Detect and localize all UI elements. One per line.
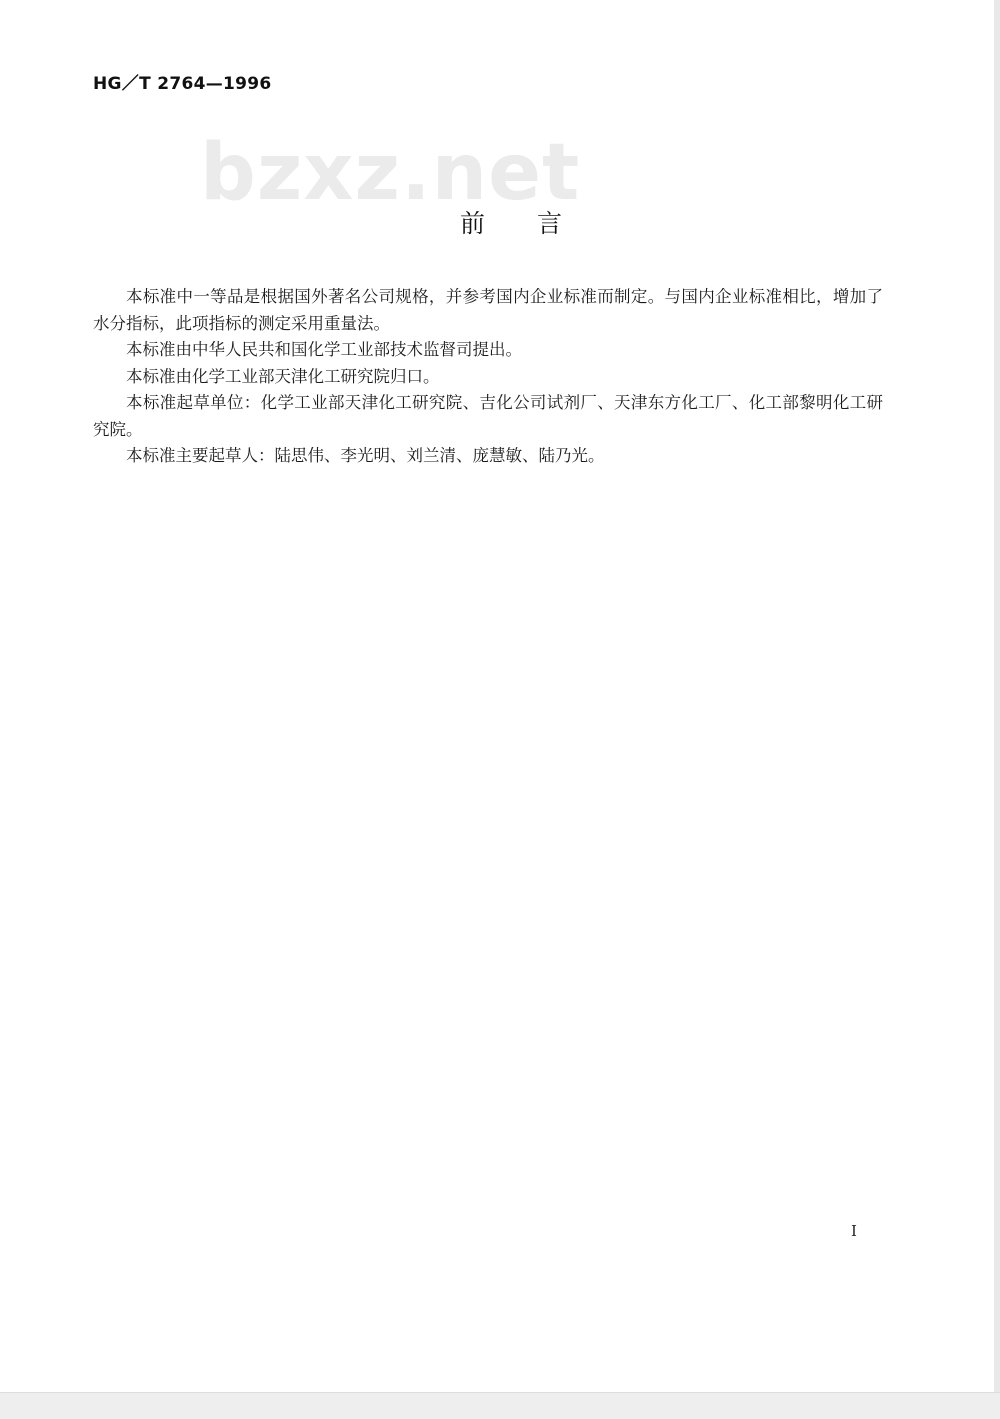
preface-title: 前言 — [459, 209, 614, 238]
paragraph: 本标准由中华人民共和国化学工业部技术监督司提出。 — [126, 340, 522, 359]
standard-code: HG／T 2764—1996 — [93, 74, 272, 94]
paragraph: 本标准主要起草人：陆思伟、李光明、刘兰清、庞慧敏、陆乃光。 — [126, 446, 605, 465]
page-number: I — [851, 1222, 857, 1240]
paragraph: 本标准中一等品是根据国外著名公司规格，并参考国内企业标准而制定。与国内企业标准相比，增加了水分指标，此项指标的测定采用重量法。 — [93, 287, 883, 333]
paragraph: 本标准起草单位：化学工业部天津化工研究院、吉化公司试剂厂、天津东方化工厂、化工部黎明化工研究院。 — [93, 393, 883, 439]
watermark: bzxz.net — [200, 128, 581, 218]
preface-body — [93, 284, 883, 470]
paragraph: 本标准由化学工业部天津化工研究院归口。 — [126, 366, 440, 386]
viewer-bottom-bar — [0, 1392, 1000, 1419]
